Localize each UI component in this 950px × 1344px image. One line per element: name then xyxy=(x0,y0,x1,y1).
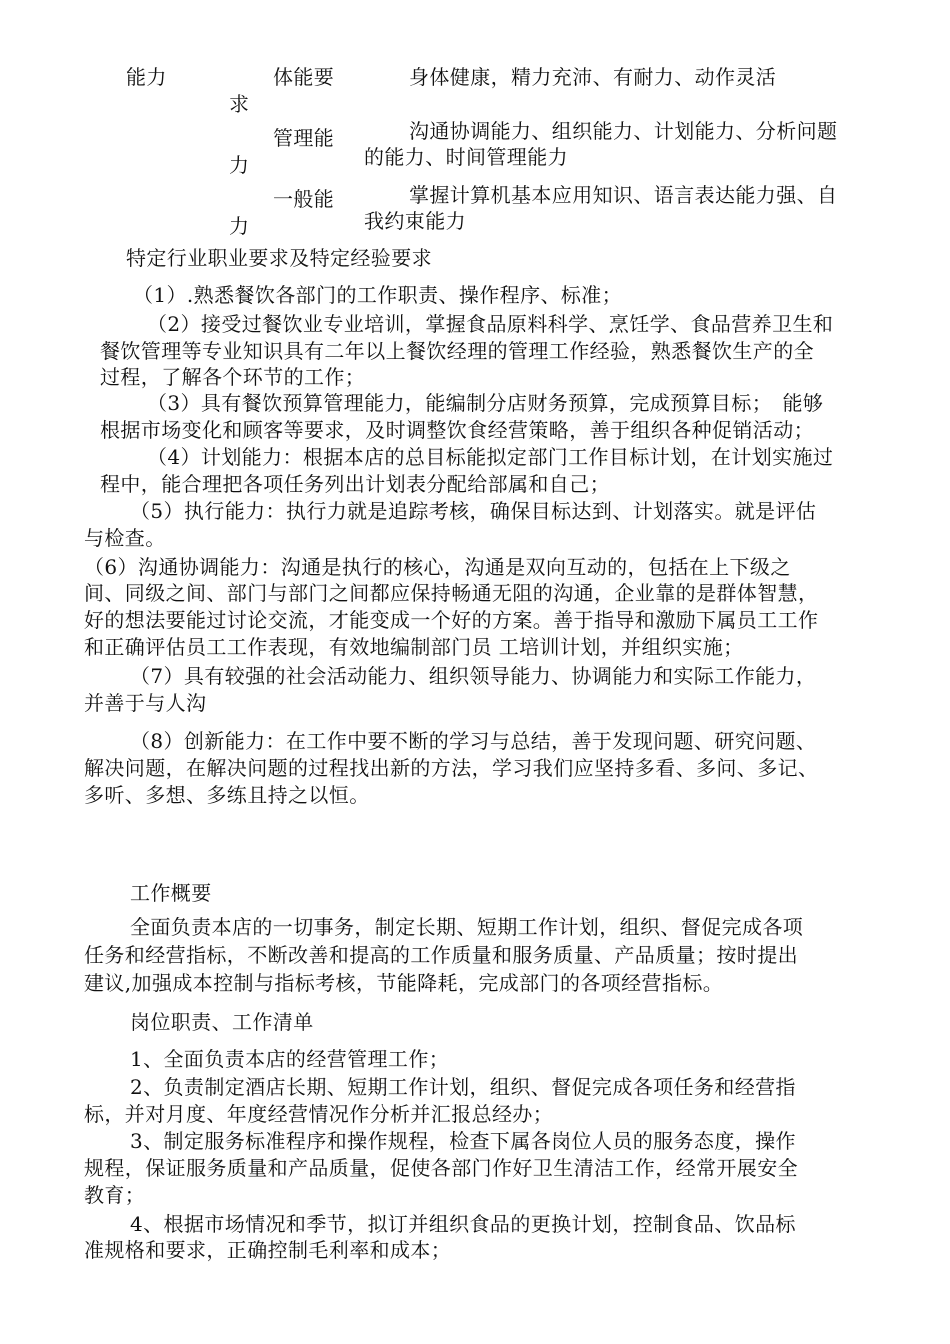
duty-line: 准规格和要求，正确控制毛利率和成本； xyxy=(84,1238,452,1262)
requirement-line: 解决问题，在解决问题的过程找出新的方法，学习我们应坚持多看、多问、多记、 xyxy=(84,756,819,780)
duty-line: 规程，保证服务质量和产品质量，促使各部门作好卫生清洁工作，经常开展安全 xyxy=(84,1156,798,1180)
row-label-physical-cont: 求 xyxy=(229,92,250,116)
row-content-physical: 身体健康，精力充沛、有耐力、动作灵活 xyxy=(409,65,777,89)
requirement-line: （2）接受过餐饮业专业培训，掌握食品原料科学、烹饪学、食品营养卫生和 xyxy=(147,312,834,336)
row-label-physical: 体能要 xyxy=(273,65,335,89)
requirement-line: 根据市场变化和顾客等要求，及时调整饮食经营策略，善于组织各种促销活动； xyxy=(100,418,814,442)
requirement-line: 程中，能合理把各项任务列出计划表分配给部属和自己； xyxy=(100,472,610,496)
row-label-general-cont: 力 xyxy=(229,214,250,238)
row-content-management: 沟通协调能力、组织能力、计划能力、分析问题 xyxy=(409,119,838,143)
duties-heading: 岗位职责、工作清单 xyxy=(130,1010,314,1034)
row-content-general: 掌握计算机基本应用知识、语言表达能力强、自 xyxy=(409,183,838,207)
requirement-line: 并善于与人沟 xyxy=(84,691,207,715)
overview-line: 建议,加强成本控制与指标考核，节能降耗，完成部门的各项经营指标。 xyxy=(84,971,724,995)
requirement-line: 好的想法要能过讨论交流，才能变成一个好的方案。善于指导和激励下属员工工作 xyxy=(84,608,819,632)
row-content-general-cont: 我约束能力 xyxy=(364,209,466,233)
duty-line: 标，并对月度、年度经营情况作分析并汇报总经办； xyxy=(84,1102,554,1126)
requirement-line: （6）沟通协调能力：沟通是执行的核心，沟通是双向互动的，包括在上下级之 xyxy=(84,555,791,579)
duty-line: 2、负责制定酒店长期、短期工作计划，组织、督促完成各项任务和经营指 xyxy=(130,1075,796,1099)
duty-line: 1、全面负责本店的经营管理工作； xyxy=(130,1047,450,1071)
requirement-line: （5）执行能力：执行力就是追踪考核，确保目标达到、计划落实。就是评估 xyxy=(130,499,817,523)
requirement-line: 多听、多想、多练且持之以恒。 xyxy=(84,783,370,807)
row-label-management-cont: 力 xyxy=(229,153,250,177)
duty-line: 4、根据市场情况和季节，拟订并组织食品的更换计划，控制食品、饮品标 xyxy=(130,1212,796,1236)
requirement-line: 间、同级之间、部门与部门之间都应保持畅通无阻的沟通，企业靠的是群体智慧， xyxy=(84,581,819,605)
overview-line: 全面负责本店的一切事务，制定长期、短期工作计划，组织、督促完成各项 xyxy=(130,915,804,939)
ability-category: 能力 xyxy=(126,65,167,89)
duty-line: 教育； xyxy=(84,1183,146,1207)
requirement-line: （8）创新能力：在工作中要不断的学习与总结，善于发现问题、研究问题、 xyxy=(130,729,817,753)
requirement-line: 和正确评估员工工作表现，有效地编制部门员 工培训计划，并组织实施； xyxy=(84,635,744,659)
requirement-line: （3）具有餐饮预算管理能力，能编制分店财务预算，完成预算目标； 能够 xyxy=(147,391,824,415)
requirement-line: （1）.熟悉餐饮各部门的工作职责、操作程序、标准； xyxy=(133,283,623,307)
requirement-line: （4）计划能力：根据本店的总目标能拟定部门工作目标计划，在计划实施过 xyxy=(147,445,834,469)
row-label-general: 一般能 xyxy=(273,187,335,211)
requirement-line: （7）具有较强的社会活动能力、组织领导能力、协调能力和实际工作能力， xyxy=(130,664,817,688)
row-label-management: 管理能 xyxy=(273,126,335,150)
requirement-line: 过程，了解各个环节的工作； xyxy=(100,365,366,389)
requirement-line: 与检查。 xyxy=(84,526,166,550)
row-content-management-cont: 的能力、时间管理能力 xyxy=(364,145,568,169)
work-overview-heading: 工作概要 xyxy=(130,881,212,905)
special-requirements-heading: 特定行业职业要求及特定经验要求 xyxy=(126,246,432,270)
requirement-line: 餐饮管理等专业知识具有二年以上餐饮经理的管理工作经验，熟悉餐饮生产的全 xyxy=(100,339,814,363)
overview-line: 任务和经营指标，不断改善和提高的工作质量和服务质量、产品质量；按时提出 xyxy=(84,943,798,967)
duty-line: 3、制定服务标准程序和操作规程，检查下属各岗位人员的服务态度，操作 xyxy=(130,1129,796,1153)
